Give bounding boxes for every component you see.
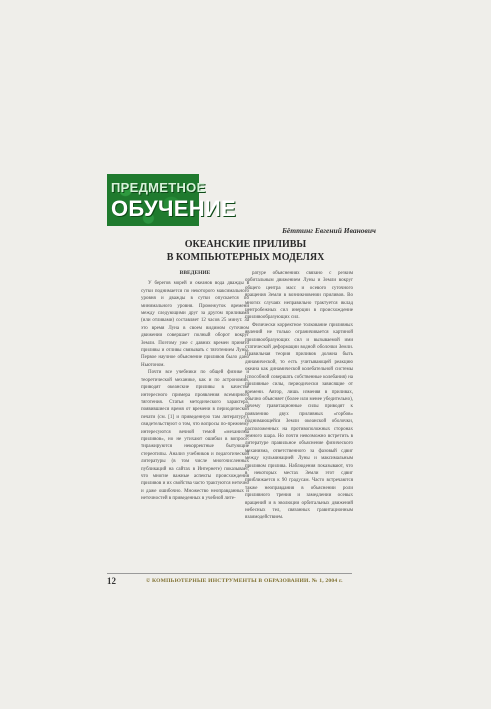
footer-divider — [107, 573, 352, 574]
title-line1: ОКЕАНСКИЕ ПРИЛИВЫ — [184, 239, 307, 250]
paragraph: У берегов морей и океанов вода дважды в сутки поднимается по некоторого максимального уровня и дважды в сутки опускается по минимального уровня. Промежуток времени между следующими друг за другом приливами (или отливами) составляет 12 часов 25 минут. За это время Луна в своем видимом суточном движении совершает полный оборот вокруг Земли. Поэтому уже с давних времен принято приливы и отливы связывать с тяготением Луны. Первое научное объяснение приливов было дано Ньютоном. — [141, 281, 249, 368]
paragraph: ратуре объяснениях связано с резким орбитальным движением Луны и Земли вокруг общего центра масс и осевого суточного вращения Земли в возникновении приливов. Во многих случаях неправильно трактуется вклад центробежных сил инерции в происхождение приливообразующих сил. — [245, 271, 353, 321]
author-name: Бёттинг Евгений Иванович — [282, 226, 376, 235]
section-banner — [107, 174, 236, 226]
banner-line2: ОБУЧЕНИЕ — [111, 196, 236, 221]
article-title — [0, 238, 491, 264]
left-column — [141, 270, 249, 503]
page-number: 12 — [107, 576, 116, 586]
banner-line1: ПРЕДМЕТНОЕ — [111, 180, 206, 195]
title-line2: В КОМПЬЮТЕРНЫХ МОДЕЛЯХ — [166, 252, 325, 263]
journal-citation: © КОМПЬЮТЕРНЫЕ ИНСТРУМЕНТЫ В ОБРАЗОВАНИИ. № 1, 2004 г. — [146, 578, 343, 584]
right-column — [245, 270, 353, 522]
paragraph: Почти все учебники по общей физике и теоретической механике, как и по астрономии, приводят океанские приливы в качестве интересного примера проявления всемирного тяготения. Статья методического характера, появившиеся время от времени в периодической печати (см. [1] и приведенную там литературу), свидетельствуют о том, что вопросы по-прежнему интересуются вечной темой «механизма приливов», но не утихают ошибки в вопросе: тиражируются некорректные бытующие стереотипы. Анализ учебников и педагогической литературы (в том числе многочисленных публикаций на сайтах в Интернете) показывает, что многие важные аспекты происхождения приливов и их свойства часто трактуются неточно и даже ошибочно. Множество неоправданных и неточностей в приведенных в учебной лите- — [141, 370, 249, 502]
paragraph: Физически корректное толкование приливных явлений не только ограничивается картиной приливообразующих сил и вызываемой ими статической деформации водной оболочки Земли. Правильная теория приливов должна быть динамической, то есть учитывающей реакцию океана как динамической колебательной системы (способной совершать собственные колебания) на приливные силы, периодически зависящие от времени. Автор, лишь изменяя в приливах, обычно объясняет (более или менее убедительно), почему гравитационные силы приводят к появлению двух приливных «горбов» поднимающейся Земли океанской оболочки, расположенных на противоположных сторонах земного шара. Но почти невозможно встретить в литературе правильное объяснение физического механизма, ответственного за фазовый сдвиг между кульминацией Луны и максимальным приливом прилива. Наблюдения показывают, что в некоторых местах Земли этот сдвиг приближается к 90 градусам. Часто встречаются также неоправдания в объяснении роли приливного трения и замедлении осевых вращений и в эволюции орбитальных движений небесных тел, связанных гравитационным взаимодействием. — [245, 322, 353, 521]
section-heading: ВВЕДЕНИЕ — [179, 270, 211, 276]
